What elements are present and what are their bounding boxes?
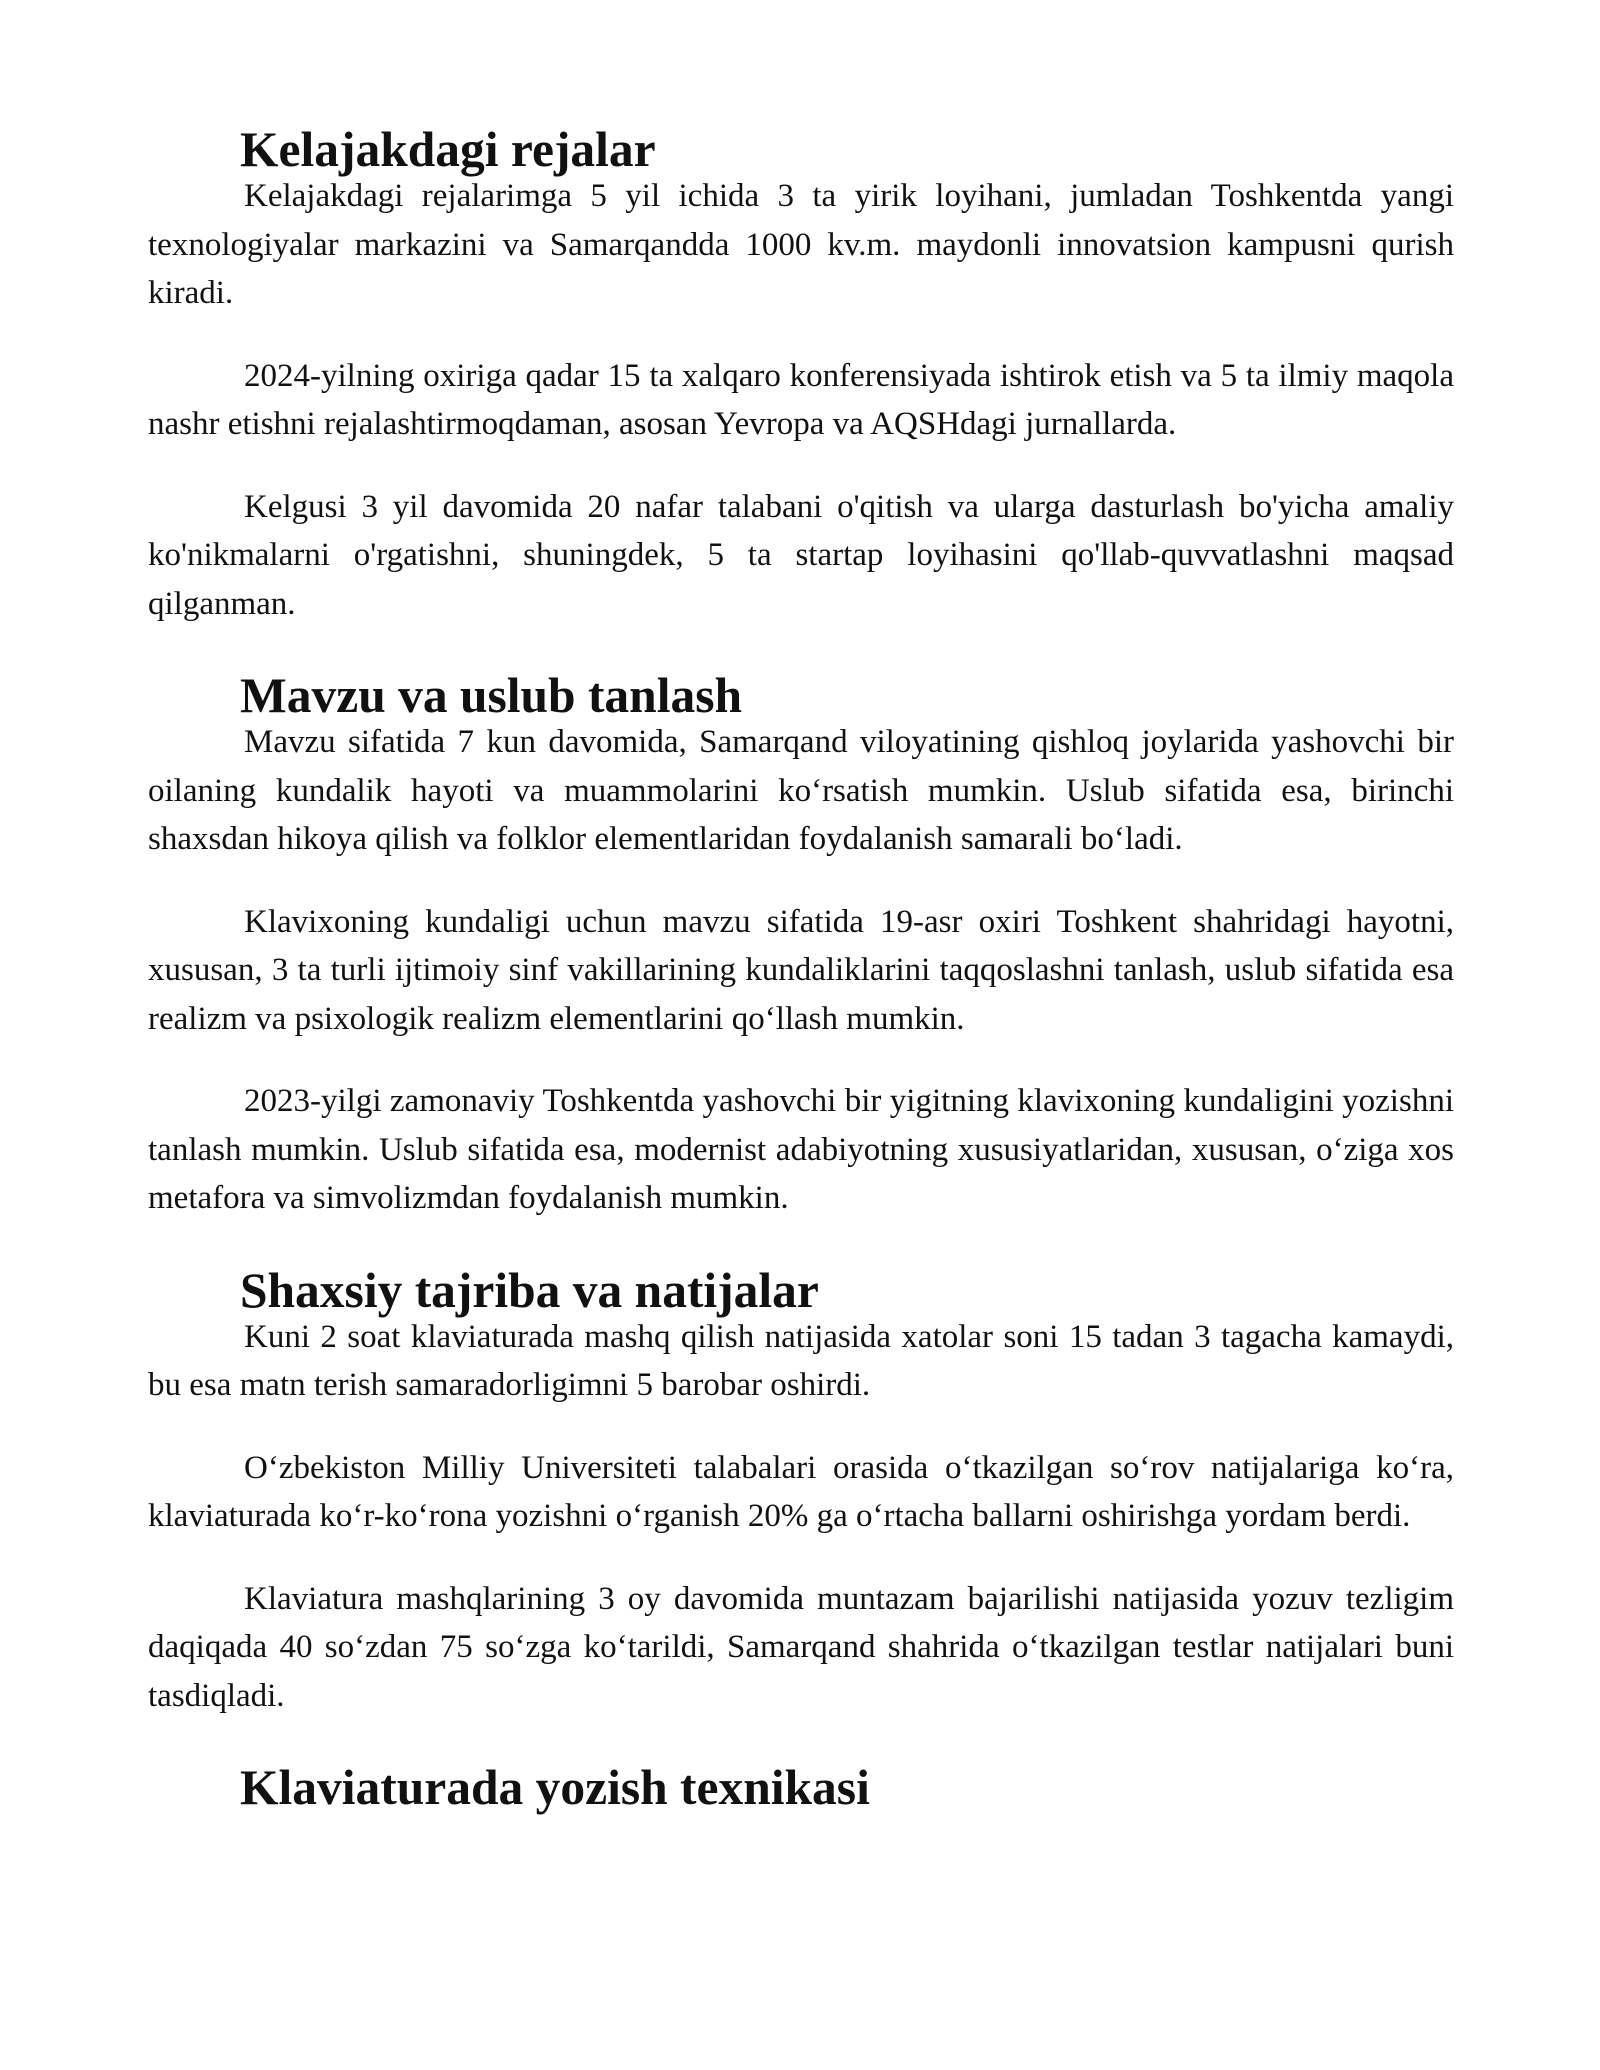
paragraph: Klavixoning kundaligi uchun mavzu sifatida 19-asr oxiri Toshkent shahridagi hayotni, xususan, 3 ta turli ijtimoiy sinf vakillarining kundaliklarini taqqoslashni tanlash, uslub sifatida esa realizm va psixologik realizm elementlarini qoʻllash mumkin. bbox=[148, 903, 1454, 1037]
section-heading-mavzu-va-uslub: Mavzu va uslub tanlash bbox=[240, 668, 743, 723]
section-heading-klaviaturada-yozish: Klaviaturada yozish texnikasi bbox=[240, 1760, 870, 1815]
paragraph: Kelgusi 3 yil davomida 20 nafar talabani o'qitish va ularga dasturlash bo'yicha amaliy ko'nikmalarni o'rgatishni, shuningdek, 5 ta startap loyihasini qo'llab-quvvatlashni maqsad qilganman. bbox=[148, 488, 1454, 622]
paragraph: 2023-yilgi zamonaviy Toshkentda yashovchi bir yigitning klavixoning kundaligini yozishni tanlash mumkin. Uslub sifatida esa, modernist adabiyotning xususiyatlaridan, xususan, oʻziga xos metafora va simvolizmdan foydalanish mumkin. bbox=[148, 1083, 1454, 1216]
document-page bbox=[148, 122, 1454, 1815]
section-heading-kelajakdagi-rejalar: Kelajakdagi rejalar bbox=[240, 122, 656, 177]
paragraph: Kuni 2 soat klaviaturada mashq qilish natijasida xatolar soni 15 tadan 3 tagacha kamaydi, bu esa matn terish samaradorligimni 5 barobar oshirdi. bbox=[148, 1318, 1454, 1403]
paragraph: Mavzu sifatida 7 kun davomida, Samarqand viloyatining qishloq joylarida yashovchi bir oilaning kundalik hayoti va muammolarini koʻrsatish mumkin. Uslub sifatida esa, birinchi shaxsdan hikoya qilish va folklor elementlaridan foydalanish samarali boʻladi. bbox=[148, 724, 1454, 857]
paragraph: Kelajakdagi rejalarimga 5 yil ichida 3 ta yirik loyihani, jumladan Toshkentda yangi texnologiyalar markazini va Samarqandda 1000 kv.m. maydonli innovatsion kampusni qurish kiradi. bbox=[148, 178, 1454, 311]
section-heading-shaxsiy-tajriba: Shaxsiy tajriba va natijalar bbox=[240, 1262, 819, 1318]
paragraph: Oʻzbekiston Milliy Universiteti talabalari orasida oʻtkazilgan soʻrov natijalariga koʻra, klaviaturada koʻr-koʻrona yozishni oʻrganish 20% ga oʻrtacha ballarni oshirishga yordam berdi. bbox=[148, 1449, 1454, 1534]
paragraph: Klaviatura mashqlarining 3 oy davomida muntazam bajarilishi natijasida yozuv tezligim daqiqada 40 soʻzdan 75 soʻzga koʻtarildi, Samarqand shahrida oʻtkazilgan testlar natijalari buni tasdiqladi. bbox=[148, 1580, 1454, 1714]
paragraph: 2024-yilning oxiriga qadar 15 ta xalqaro konferensiyada ishtirok etish va 5 ta ilmiy maqola nashr etishni rejalashtirmoqdaman, asosan Yevropa va AQSHdagi jurnallarda. bbox=[148, 357, 1454, 442]
